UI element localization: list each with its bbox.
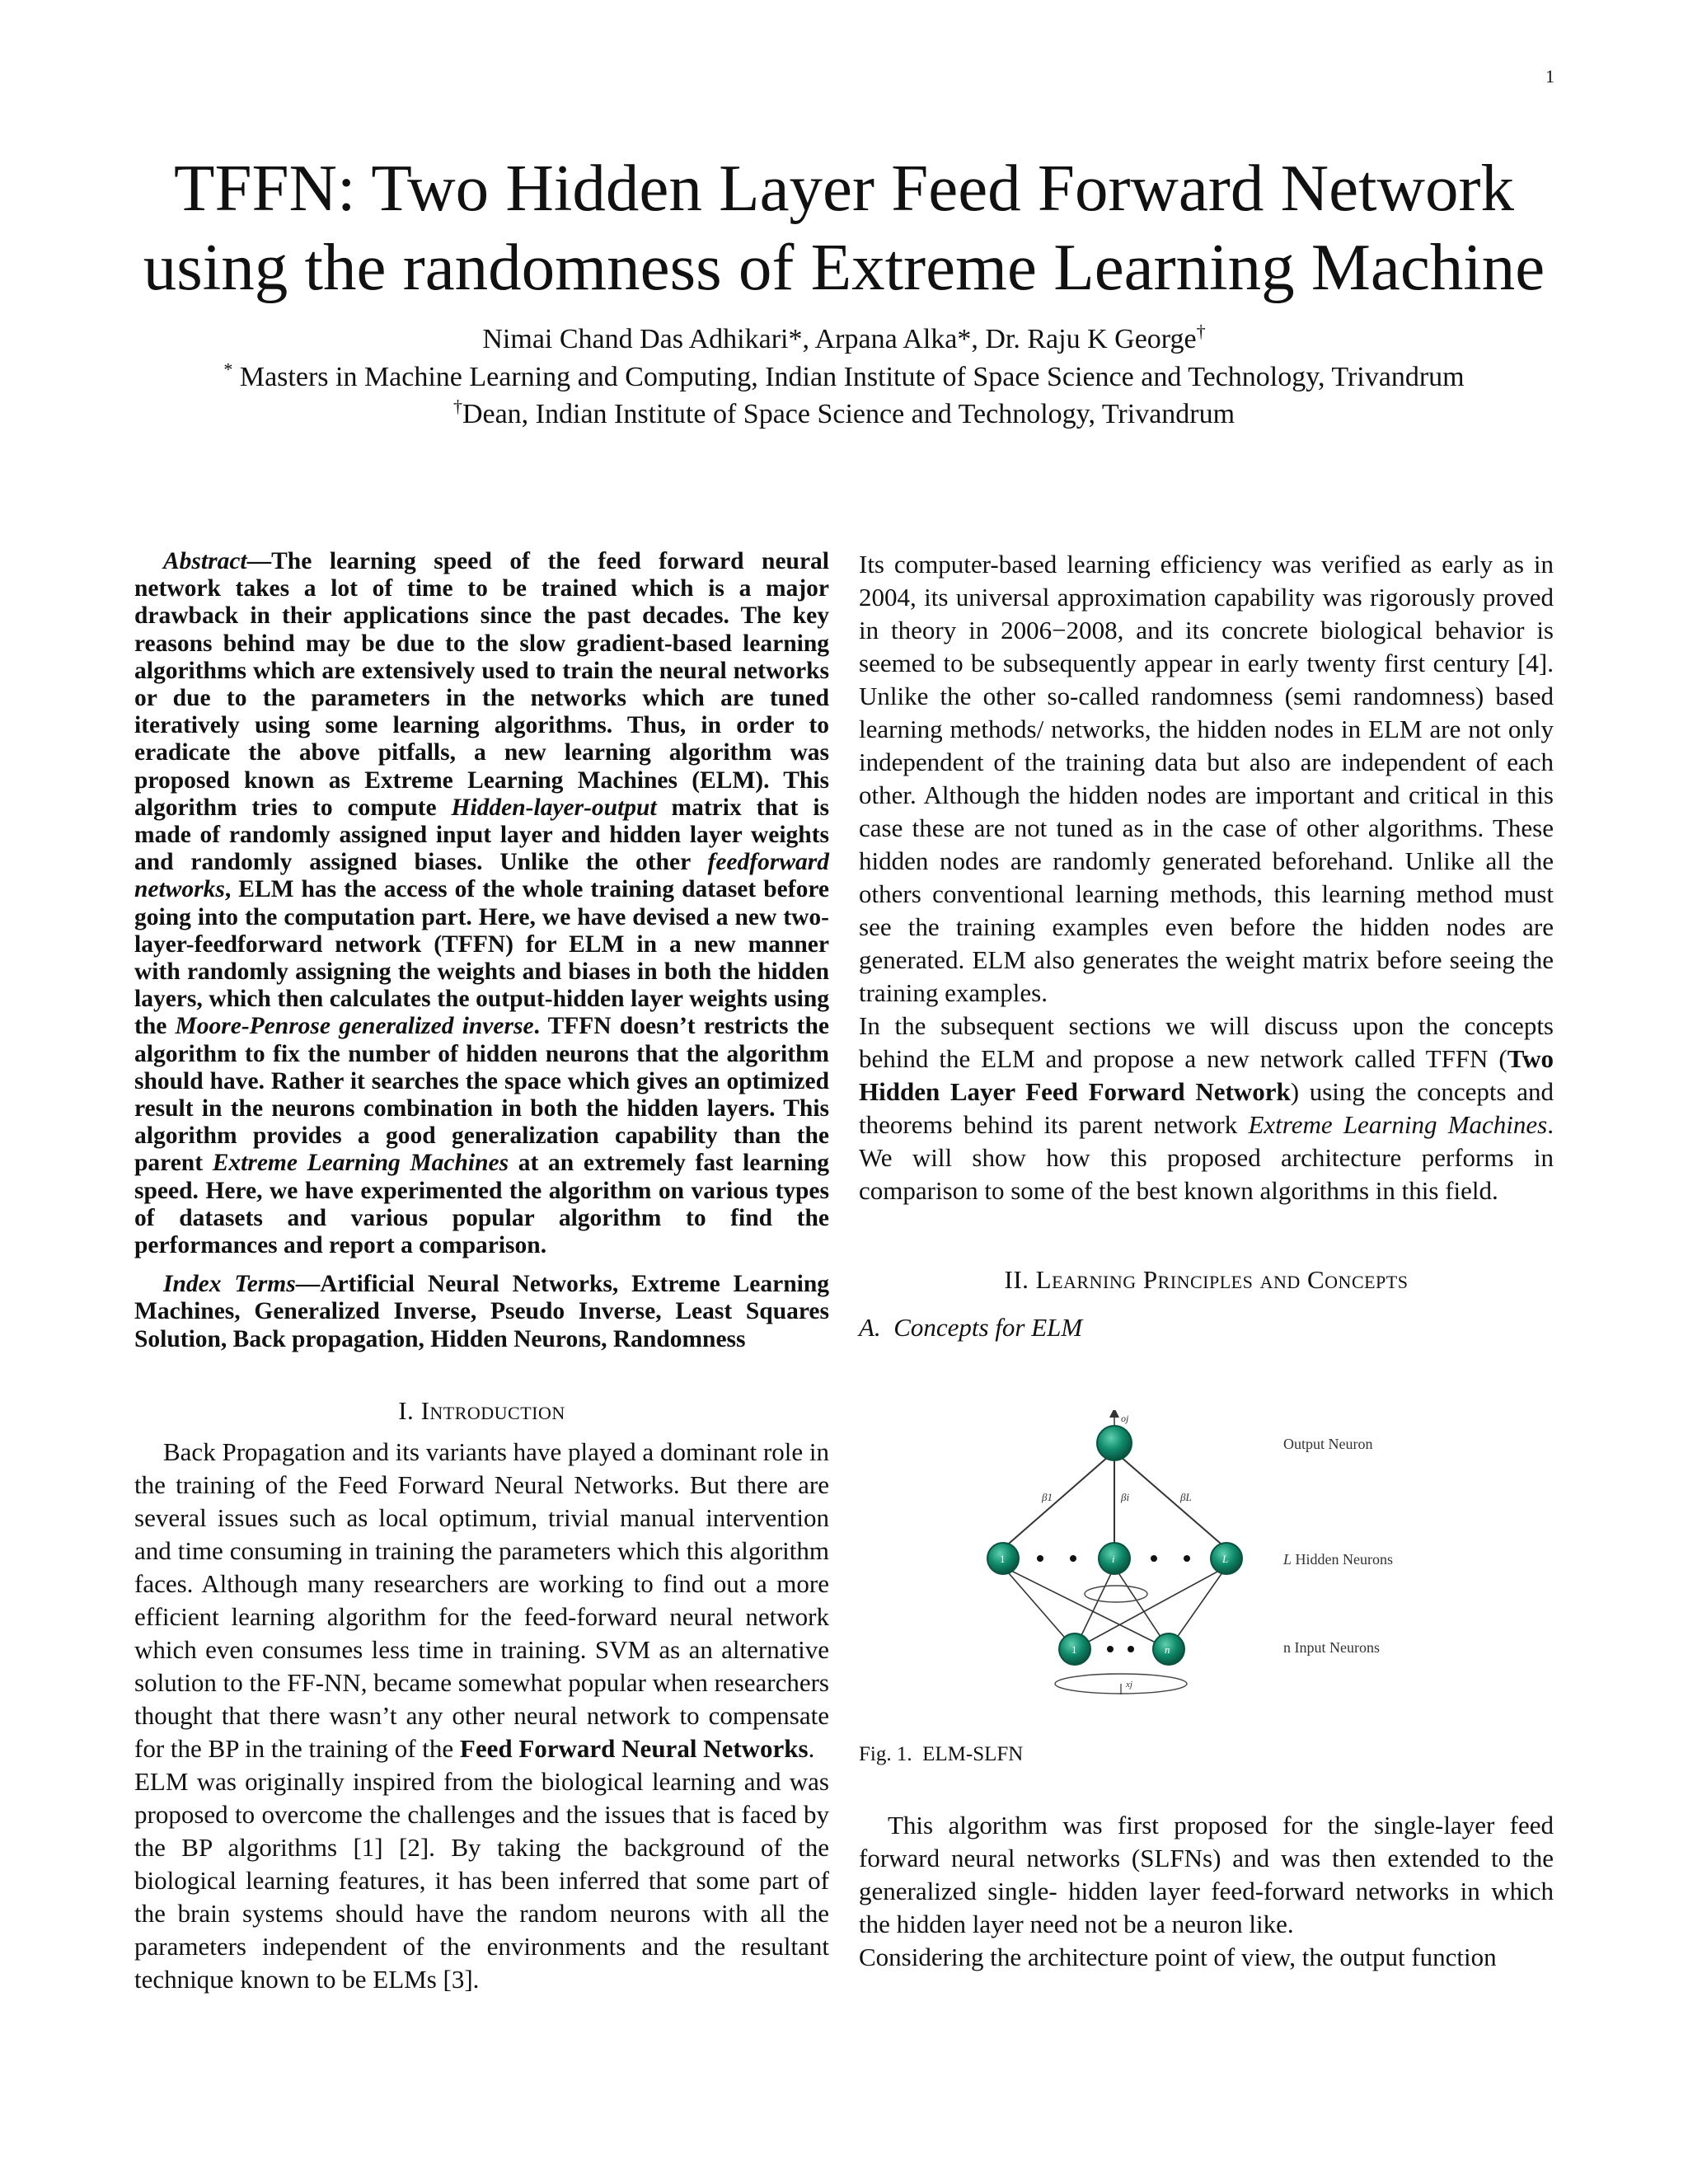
intro-paragraph-2: ELM was originally inspired from the biological learning and was proposed to overcome the challenges and the issues that is faced by the BP algorithms [1] [2]. By taking the background of the biological learning features, it has been inferred that some part of the brain systems should have the random neurons with all the parameters independent of the environments and the resultant technique known to be ELMs [3].: [134, 1766, 829, 1994]
section-heading-introduction: [134, 1396, 829, 1426]
abstract-label: Abstract: [163, 548, 247, 574]
input-node-1-label: 1: [1071, 1643, 1077, 1656]
subsection-heading-concepts-elm: [859, 1313, 1554, 1343]
right-column: [859, 548, 1554, 1974]
index-terms-text: —Artificial Neural Networks, Extreme Learning Machines, Generalized Inverse, Pseudo Inverse, Least Squares Solution, Back propagation, Hidden Neurons, Randomness: [134, 1271, 829, 1352]
abstract: [134, 548, 829, 1259]
index-terms: [134, 1271, 829, 1353]
abstract-emphasis: Extreme Learning Machines: [212, 1150, 509, 1177]
beta-1-label: β1: [1042, 1491, 1053, 1503]
input-node-n-label: n: [1165, 1643, 1170, 1656]
beta-i-label: βi: [1121, 1491, 1130, 1503]
right-paragraph-2: [859, 1010, 1554, 1207]
output-label-o: oj: [1121, 1413, 1129, 1424]
elm-network-diagram: [859, 1410, 1554, 1732]
paper-title: [0, 148, 1688, 307]
hidden-input-edges: [1003, 1567, 1226, 1649]
affiliation-2-mark: †: [452, 396, 462, 417]
affiliation-1: [0, 359, 1688, 396]
section-heading-learning-principles: [859, 1265, 1554, 1295]
output-node: [1097, 1426, 1132, 1460]
section-title: Learning Principles and Concepts: [1035, 1265, 1409, 1294]
page-number: 1: [1545, 66, 1554, 87]
edge-output-hidden-1: [1003, 1451, 1114, 1549]
intro-text: .: [808, 1733, 815, 1763]
figure-elm-slfn: [859, 1410, 1554, 1732]
affiliation-1-mark: *: [223, 359, 233, 380]
authors: [0, 321, 1688, 358]
abstract-text: , ELM has the access of the whole training dataset before going into the computation part. Here, we have devised a new two-layer-feedforward network (TFFN) for ELM in a new manner with randomly assigning the weights and biases in both the hidden layers, which then calculates the output-hidden layer weights using the: [134, 876, 829, 1040]
right-text: . We will show how this proposed architecture performs in comparison to some of the best known algorithms in this field.: [859, 1110, 1554, 1205]
affiliation-1-text: Masters in Machine Learning and Computing, Indian Institute of Space Science and Technology, Trivandrum: [232, 362, 1465, 392]
abstract-emphasis: feedforward networks: [134, 849, 829, 903]
subsection-title: Concepts for ELM: [893, 1313, 1083, 1342]
abstract-text: —The learning speed of the feed forward neural network takes a lot of time to be trained which is a major drawback in their applications since the past decades. The key reasons behind may be due to the slow gradient-based learning algorithms which are extensively used to train the neural networks or due to the parameters in the networks which are tuned iteratively using some learning algorithms. Thus, in order to eradicate the above pitfalls, a new learning algorithm was proposed known as Extreme Learning Machines (ELM). This algorithm tries to compute: [134, 548, 829, 821]
title-line-1: TFFN: Two Hidden Layer Feed Forward Network: [173, 151, 1515, 225]
intro-bold-text: Feed Forward Neural Networks: [459, 1733, 809, 1763]
author-dagger: †: [1196, 321, 1206, 342]
intro-paragraph-1: [134, 1436, 829, 1765]
abstract-text: at an extremely fast learning speed. Here, we have experimented the algorithm on various types of datasets and various popular algorithm to find the performances and report a comparison.: [134, 1150, 829, 1259]
right-bold-text: Two Hidden Layer Feed Forward Network: [859, 1044, 1554, 1106]
after-figure-paragraph-2: Considering the architecture point of view, the output function: [859, 1943, 1497, 1971]
section-number: I.: [398, 1395, 415, 1425]
affiliation-2-text: Dean, Indian Institute of Space Science and Technology, Trivandrum: [462, 399, 1236, 429]
abstract-emphasis: Moore-Penrose generalized inverse: [175, 1013, 534, 1040]
hidden-node-1-label: 1: [1000, 1553, 1006, 1565]
figure-caption-number: Fig. 1.: [859, 1743, 912, 1765]
right-italic-text: Extreme Learning Machines: [1248, 1110, 1548, 1139]
right-text: In the subsequent sections we will discuss upon the concepts behind the ELM and propose a new network called TFFN (: [859, 1011, 1554, 1073]
intro-text: Back Propagation and its variants have played a dominant role in the training of the Feed Forward Neural Networks. But there are several issues such as local optimum, trivial manual intervention and time consuming in training the parameters which this algorithm faces. Although many researchers are working to find out a more efficient learning algorithm for the feed-forward neural network which even consumes less time in training. SVM as an alternative solution to the FF-NN, became somewhat popular when researchers thought that there wasn’t any other neural network to compensate for the BP in the training of the: [134, 1436, 829, 1763]
edge-output-hidden-L: [1114, 1451, 1226, 1549]
abstract-text: matrix that is made of randomly assigned input layer and hidden layer weights and randomly assigned biases. Unlike the other: [134, 794, 829, 876]
hidden-weight-ellipse: [1085, 1586, 1147, 1602]
section-title: Introduction: [420, 1395, 565, 1425]
section-number: II.: [1004, 1265, 1029, 1294]
affiliation-2: [0, 396, 1688, 433]
abstract-emphasis: Hidden-layer-output: [451, 794, 657, 821]
title-line-2: using the randomness of Extreme Learning Machine: [143, 230, 1545, 304]
hidden-neurons-label: L Hidden Neurons: [1283, 1551, 1393, 1568]
right-paragraph-1: Its computer-based learning efficiency was verified as early as in 2004, its universal approximation capability was rigorously proved in theory in 2006−2008, and its concrete biological behavior is seemed to be subsequently appear in early twenty first century [4]. Unlike the other so-called randomness (semi randomness) based learning methods/ networks, the hidden nodes in ELM are not only independent of the training data but also are independent of each other. Although the hidden nodes are important and critical in this case these are not tuned as in the case of other algorithms. These hidden nodes are randomly generated beforehand. Unlike all the others conventional learning methods, this learning method must see the training examples even before the hidden nodes are generated. ELM also generates the weight matrix before seeing the training examples.: [859, 550, 1554, 1007]
beta-L-label: βL: [1180, 1491, 1192, 1503]
input-neurons-label: n Input Neurons: [1283, 1639, 1380, 1656]
hidden-node-i-label: i: [1112, 1553, 1115, 1565]
left-column: [134, 548, 829, 1996]
after-figure-paragraph-1: This algorithm was first proposed for the single-layer feed forward neural networks (SLFNs) and was then extended to the generalized single- hidden layer feed-forward networks in which the hidden layer need not be a neuron like.: [859, 1811, 1554, 1938]
hidden-node-L-label: L: [1222, 1553, 1229, 1565]
input-label-x: xj: [1126, 1680, 1132, 1690]
output-neuron-label: Output Neuron: [1283, 1436, 1373, 1452]
abstract-text: . TFFN doesn’t restricts the algorithm to fix the number of hidden neurons that the algorithm should have. Rather it searches the space which gives an optimized result in the neurons combination in both the hidden layers. This algorithm provides a good generalization capability than the parent: [134, 1013, 829, 1177]
figure-caption: [859, 1743, 1554, 1766]
subsection-number: A.: [859, 1313, 881, 1342]
index-terms-label: Index Terms: [163, 1271, 296, 1298]
right-text: ) using the concepts and theorems behind its parent network: [859, 1077, 1554, 1139]
author-names: Nimai Chand Das Adhikari*, Arpana Alka*, Dr. Raju K George: [482, 324, 1197, 354]
figure-caption-text: ELM-SLFN: [922, 1743, 1024, 1765]
